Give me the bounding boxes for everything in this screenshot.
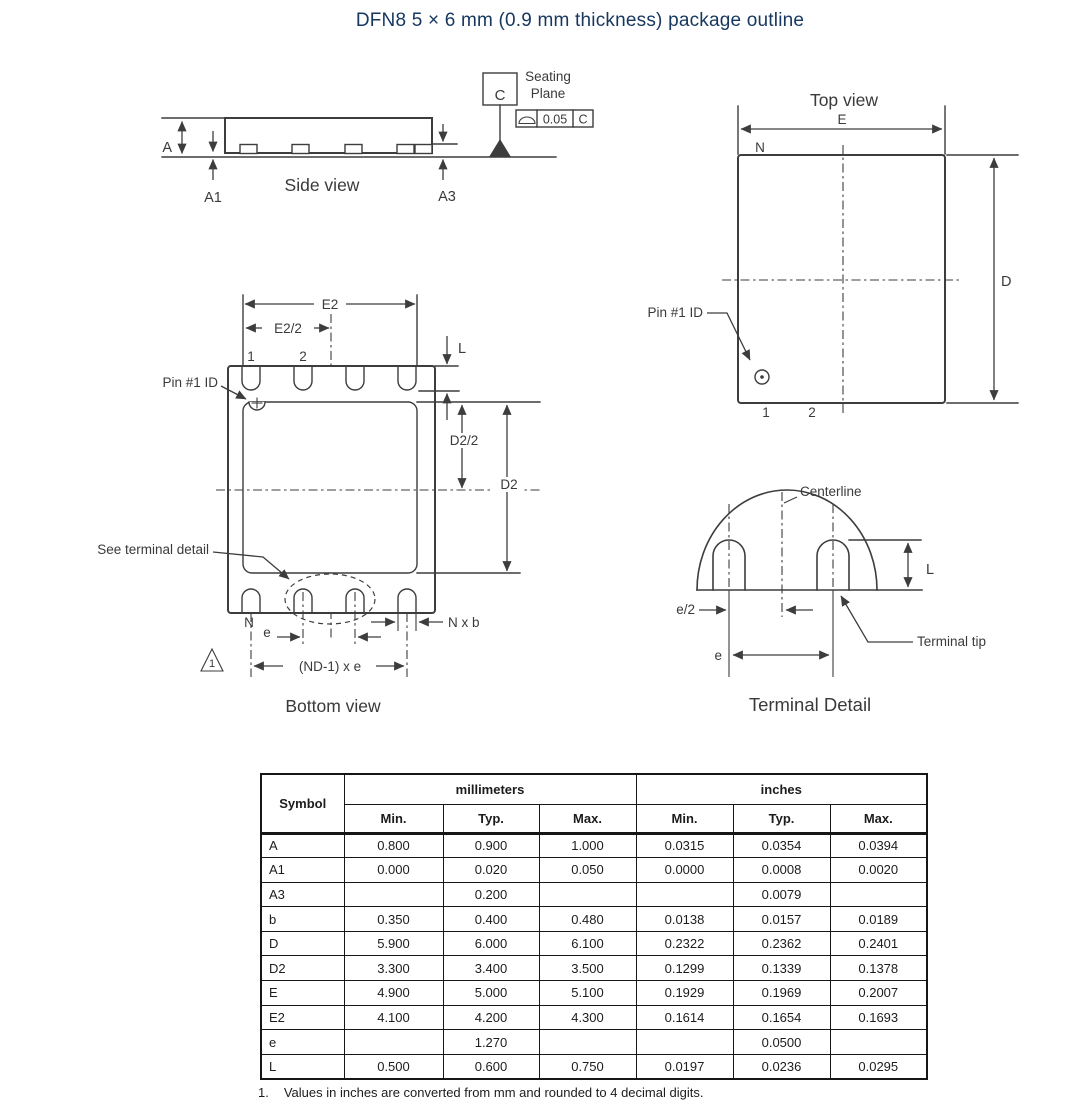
value-cell (636, 1030, 733, 1055)
dimensions-table (260, 773, 928, 1080)
top-view-title: Top view (809, 90, 879, 110)
value-cell (539, 1030, 636, 1055)
dim-e-label: e (714, 648, 722, 663)
pin-2-number: 2 (808, 405, 816, 420)
value-cell: 0.0157 (733, 907, 830, 932)
value-cell: 0.2401 (830, 931, 927, 956)
value-cell: 0.0236 (733, 1054, 830, 1079)
seating-plane-label-2: Plane (530, 86, 566, 101)
side-view-drawing (162, 69, 593, 206)
value-cell: 0.0197 (636, 1054, 733, 1079)
value-cell: 0.0189 (830, 907, 927, 932)
value-cell: 0.1969 (733, 981, 830, 1006)
terminal-detail-drawing (676, 484, 986, 715)
pin-count-label: N (755, 140, 765, 155)
pin1-id-label: Pin #1 ID (647, 305, 703, 320)
value-cell: 0.900 (443, 833, 539, 858)
in-min-header: Min. (636, 804, 733, 833)
inches-group-header: inches (636, 774, 927, 804)
package-outline-drawing (0, 45, 1080, 745)
dim-a-label: A (162, 140, 172, 156)
dim-d2-half-label: D2/2 (449, 433, 479, 448)
in-typ-header: Typ. (733, 804, 830, 833)
pin-2-number: 2 (299, 349, 307, 364)
footnote (258, 1085, 703, 1100)
value-cell: 0.0079 (733, 882, 830, 907)
dim-d-label: D (1001, 274, 1012, 290)
millimeters-group-header: millimeters (344, 774, 636, 804)
table-row (261, 833, 927, 858)
page-title: DFN8 5 × 6 mm (0.9 mm thickness) package outline (355, 10, 805, 31)
table-row (261, 1005, 927, 1030)
terminal-pad (415, 145, 432, 154)
datum-triangle-icon (489, 139, 511, 157)
pin1-id-label: Pin #1 ID (162, 375, 218, 390)
dim-e2-half-label: E2/2 (274, 321, 302, 336)
dim-e-label: E (837, 112, 847, 127)
bottom-view-title: Bottom view (285, 696, 381, 716)
value-cell: 0.750 (539, 1054, 636, 1079)
symbol-cell: e (261, 1030, 344, 1055)
pin-count-label: N (244, 615, 254, 630)
value-cell: 0.500 (344, 1054, 443, 1079)
see-terminal-detail-label: See terminal detail (97, 542, 209, 557)
table-row (261, 1054, 927, 1079)
footnote-number: 1. (258, 1085, 269, 1100)
value-cell: 5.000 (443, 981, 539, 1006)
table-row (261, 956, 927, 981)
dim-a3-label: A3 (438, 189, 456, 205)
terminal-pad (240, 145, 257, 154)
dim-e-half-label: e/2 (676, 602, 695, 617)
value-cell (636, 882, 733, 907)
value-cell: 1.000 (539, 833, 636, 858)
value-cell: 0.0020 (830, 858, 927, 883)
side-view-title: Side view (284, 175, 360, 195)
mm-max-header: Max. (539, 804, 636, 833)
flatness-datum-ref: C (578, 112, 588, 127)
value-cell: 0.400 (443, 907, 539, 932)
dim-e-label: e (263, 625, 271, 640)
dim-d2-label: D2 (500, 477, 518, 492)
value-cell: 0.1614 (636, 1005, 733, 1030)
pin-1-number: 1 (247, 349, 255, 364)
value-cell: 0.0008 (733, 858, 830, 883)
table-body (261, 833, 927, 1079)
value-cell: 0.800 (344, 833, 443, 858)
pin-1-number: 1 (762, 405, 770, 420)
symbol-cell: b (261, 907, 344, 932)
symbol-header: Symbol (261, 774, 344, 833)
symbol-cell: L (261, 1054, 344, 1079)
note-marker: 1 (208, 658, 216, 670)
value-cell (344, 1030, 443, 1055)
value-cell: 1.270 (443, 1030, 539, 1055)
terminal-pad (397, 145, 414, 154)
symbol-cell: D2 (261, 956, 344, 981)
table-row (261, 1030, 927, 1055)
table-row (261, 882, 927, 907)
value-cell: 0.2322 (636, 931, 733, 956)
dim-nxb-label: N x b (448, 615, 480, 630)
value-cell: 0.000 (344, 858, 443, 883)
dim-l-label: L (458, 341, 467, 357)
value-cell: 4.300 (539, 1005, 636, 1030)
dim-e2-label: E2 (321, 297, 339, 312)
value-cell (539, 882, 636, 907)
value-cell (830, 1030, 927, 1055)
value-cell: 4.900 (344, 981, 443, 1006)
value-cell: 0.1378 (830, 956, 927, 981)
table-row (261, 858, 927, 883)
value-cell (830, 882, 927, 907)
symbol-cell: E2 (261, 1005, 344, 1030)
centerline-label: Centerline (800, 484, 862, 499)
dim-a1-label: A1 (204, 190, 222, 206)
mm-min-header: Min. (344, 804, 443, 833)
symbol-cell: E (261, 981, 344, 1006)
flatness-control-frame (516, 110, 593, 127)
value-cell (344, 882, 443, 907)
top-view-drawing (647, 90, 1018, 420)
value-cell: 0.600 (443, 1054, 539, 1079)
value-cell: 5.100 (539, 981, 636, 1006)
value-cell: 0.0500 (733, 1030, 830, 1055)
value-cell: 0.0394 (830, 833, 927, 858)
dim-l-label: L (926, 562, 935, 578)
value-cell: 0.1929 (636, 981, 733, 1006)
value-cell: 0.020 (443, 858, 539, 883)
value-cell: 0.480 (539, 907, 636, 932)
value-cell: 3.500 (539, 956, 636, 981)
value-cell: 0.0000 (636, 858, 733, 883)
symbol-cell: A (261, 833, 344, 858)
table-row (261, 907, 927, 932)
value-cell: 0.1299 (636, 956, 733, 981)
value-cell: 5.900 (344, 931, 443, 956)
value-cell: 0.1693 (830, 1005, 927, 1030)
value-cell: 3.300 (344, 956, 443, 981)
value-cell: 0.200 (443, 882, 539, 907)
datum-c-label: C (494, 87, 506, 104)
bottom-view-drawing (97, 295, 541, 716)
value-cell: 0.350 (344, 907, 443, 932)
value-cell: 4.200 (443, 1005, 539, 1030)
value-cell: 4.100 (344, 1005, 443, 1030)
footnote-text: Values in inches are converted from mm and rounded to 4 decimal digits. (283, 1085, 704, 1100)
value-cell: 3.400 (443, 956, 539, 981)
terminal-detail-title: Terminal Detail (748, 694, 872, 715)
table-row (261, 931, 927, 956)
value-cell: 6.100 (539, 931, 636, 956)
in-max-header: Max. (830, 804, 927, 833)
value-cell: 0.050 (539, 858, 636, 883)
symbol-cell: D (261, 931, 344, 956)
terminal-tip-label: Terminal tip (917, 634, 987, 649)
value-cell: 0.0295 (830, 1054, 927, 1079)
terminal-pad (292, 145, 309, 154)
package-body-top (738, 155, 945, 403)
table-row (261, 981, 927, 1006)
value-cell: 0.1654 (733, 1005, 830, 1030)
value-cell: 0.2007 (830, 981, 927, 1006)
value-cell: 0.0315 (636, 833, 733, 858)
value-cell: 0.2362 (733, 931, 830, 956)
symbol-cell: A3 (261, 882, 344, 907)
flatness-tolerance: 0.05 (542, 112, 568, 127)
value-cell: 0.0354 (733, 833, 830, 858)
dim-nd1-e-label: (ND-1) x e (298, 659, 362, 674)
value-cell: 0.0138 (636, 907, 733, 932)
value-cell: 0.1339 (733, 956, 830, 981)
seating-plane-label-1: Seating (525, 69, 571, 84)
terminal-pad (345, 145, 362, 154)
value-cell: 6.000 (443, 931, 539, 956)
symbol-cell: A1 (261, 858, 344, 883)
mm-typ-header: Typ. (443, 804, 539, 833)
